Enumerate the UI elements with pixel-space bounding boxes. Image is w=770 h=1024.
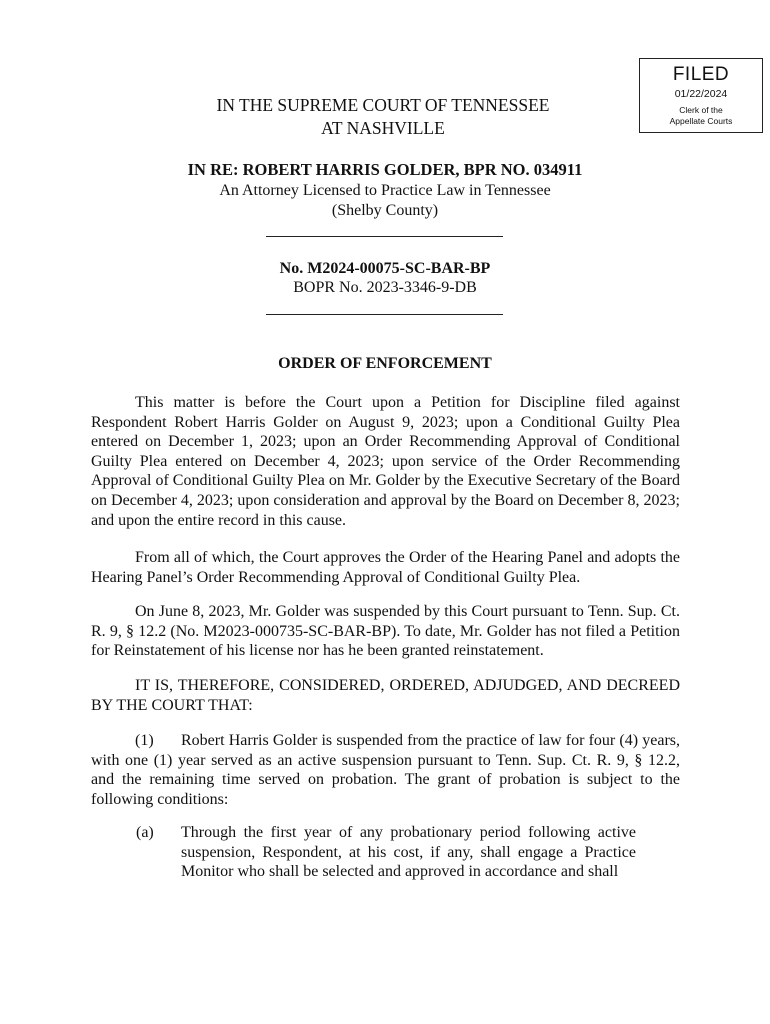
- order-item-1: [91, 731, 680, 809]
- county-line: (Shelby County): [331, 202, 439, 219]
- paragraph-approval: [91, 548, 680, 587]
- divider-line: [266, 236, 503, 237]
- case-caption: IN RE: ROBERT HARRIS GOLDER, BPR NO. 034911: [187, 160, 583, 179]
- filed-stamp-date: 01/22/2024: [674, 88, 728, 100]
- order-title: ORDER OF ENFORCEMENT: [278, 355, 492, 372]
- order-item-number: (1): [135, 732, 154, 749]
- filed-stamp-label: FILED: [672, 64, 730, 85]
- court-name: IN THE SUPREME COURT OF TENNESSEE: [216, 95, 550, 115]
- paragraph-text: IT IS, THEREFORE, CONSIDERED, ORDERED, ADJUDGED, AND DECREED BY THE COURT THAT:: [91, 677, 680, 714]
- paragraph-prior-suspension: [91, 602, 680, 661]
- order-item-text: Robert Harris Golder is suspended from the practice of law for four (4) years, with one (1) year served as an active suspension pursuant to Tenn. Sup. Ct. R. 9, § 12.2, and the remaining time served on probation. The grant of probation is subject to the following conditions:: [91, 732, 680, 808]
- paragraph-text: On June 8, 2023, Mr. Golder was suspended by this Court pursuant to Tenn. Sup. Ct. R. 9, § 12.2 (No. M2023-000735-SC-BAR-BP). To date, Mr. Golder has not filed a Petition for Reinstatement of his license nor has he been granted reinstatement.: [91, 603, 680, 660]
- condition-label: (a): [136, 824, 154, 841]
- paragraph-text: This matter is before the Court upon a Petition for Discipline filed against Respondent Robert Harris Golder on August 9, 2023; upon a Conditional Guilty Plea entered on December 1, 2023; upon an Order Recommending Approval of Conditional Guilty Plea entered on December 4, 2023; upon service of the Order Recommending Approval of Conditional Guilty Plea on Mr. Golder by the Executive Secretary of the Board on December 4, 2023; upon consideration and approval by the Board on December 8, 2023; and upon the entire record in this cause.: [91, 394, 680, 529]
- divider-line: [266, 314, 503, 315]
- filed-stamp-clerk-line2: Appellate Courts: [669, 116, 733, 126]
- bopr-number: BOPR No. 2023-3346-9-DB: [293, 279, 477, 296]
- case-number: No. M2024-00075-SC-BAR-BP: [279, 260, 491, 277]
- paragraph-procedural-history: [91, 393, 680, 530]
- court-location: AT NASHVILLE: [321, 118, 445, 138]
- paragraph-decree: [91, 676, 680, 715]
- condition-text: Through the first year of any probationary period following active suspension, Respondent, at his cost, if any, shall engage a Practice Monitor who shall be selected and approved in accordance and shall: [181, 824, 636, 881]
- attorney-license-line: An Attorney Licensed to Practice Law in Tennessee: [219, 182, 551, 199]
- paragraph-text: From all of which, the Court approves the Order of the Hearing Panel and adopts the Hearing Panel’s Order Recommending Approval of Conditional Guilty Plea.: [91, 549, 680, 586]
- filed-stamp-clerk-line1: Clerk of the: [679, 105, 723, 115]
